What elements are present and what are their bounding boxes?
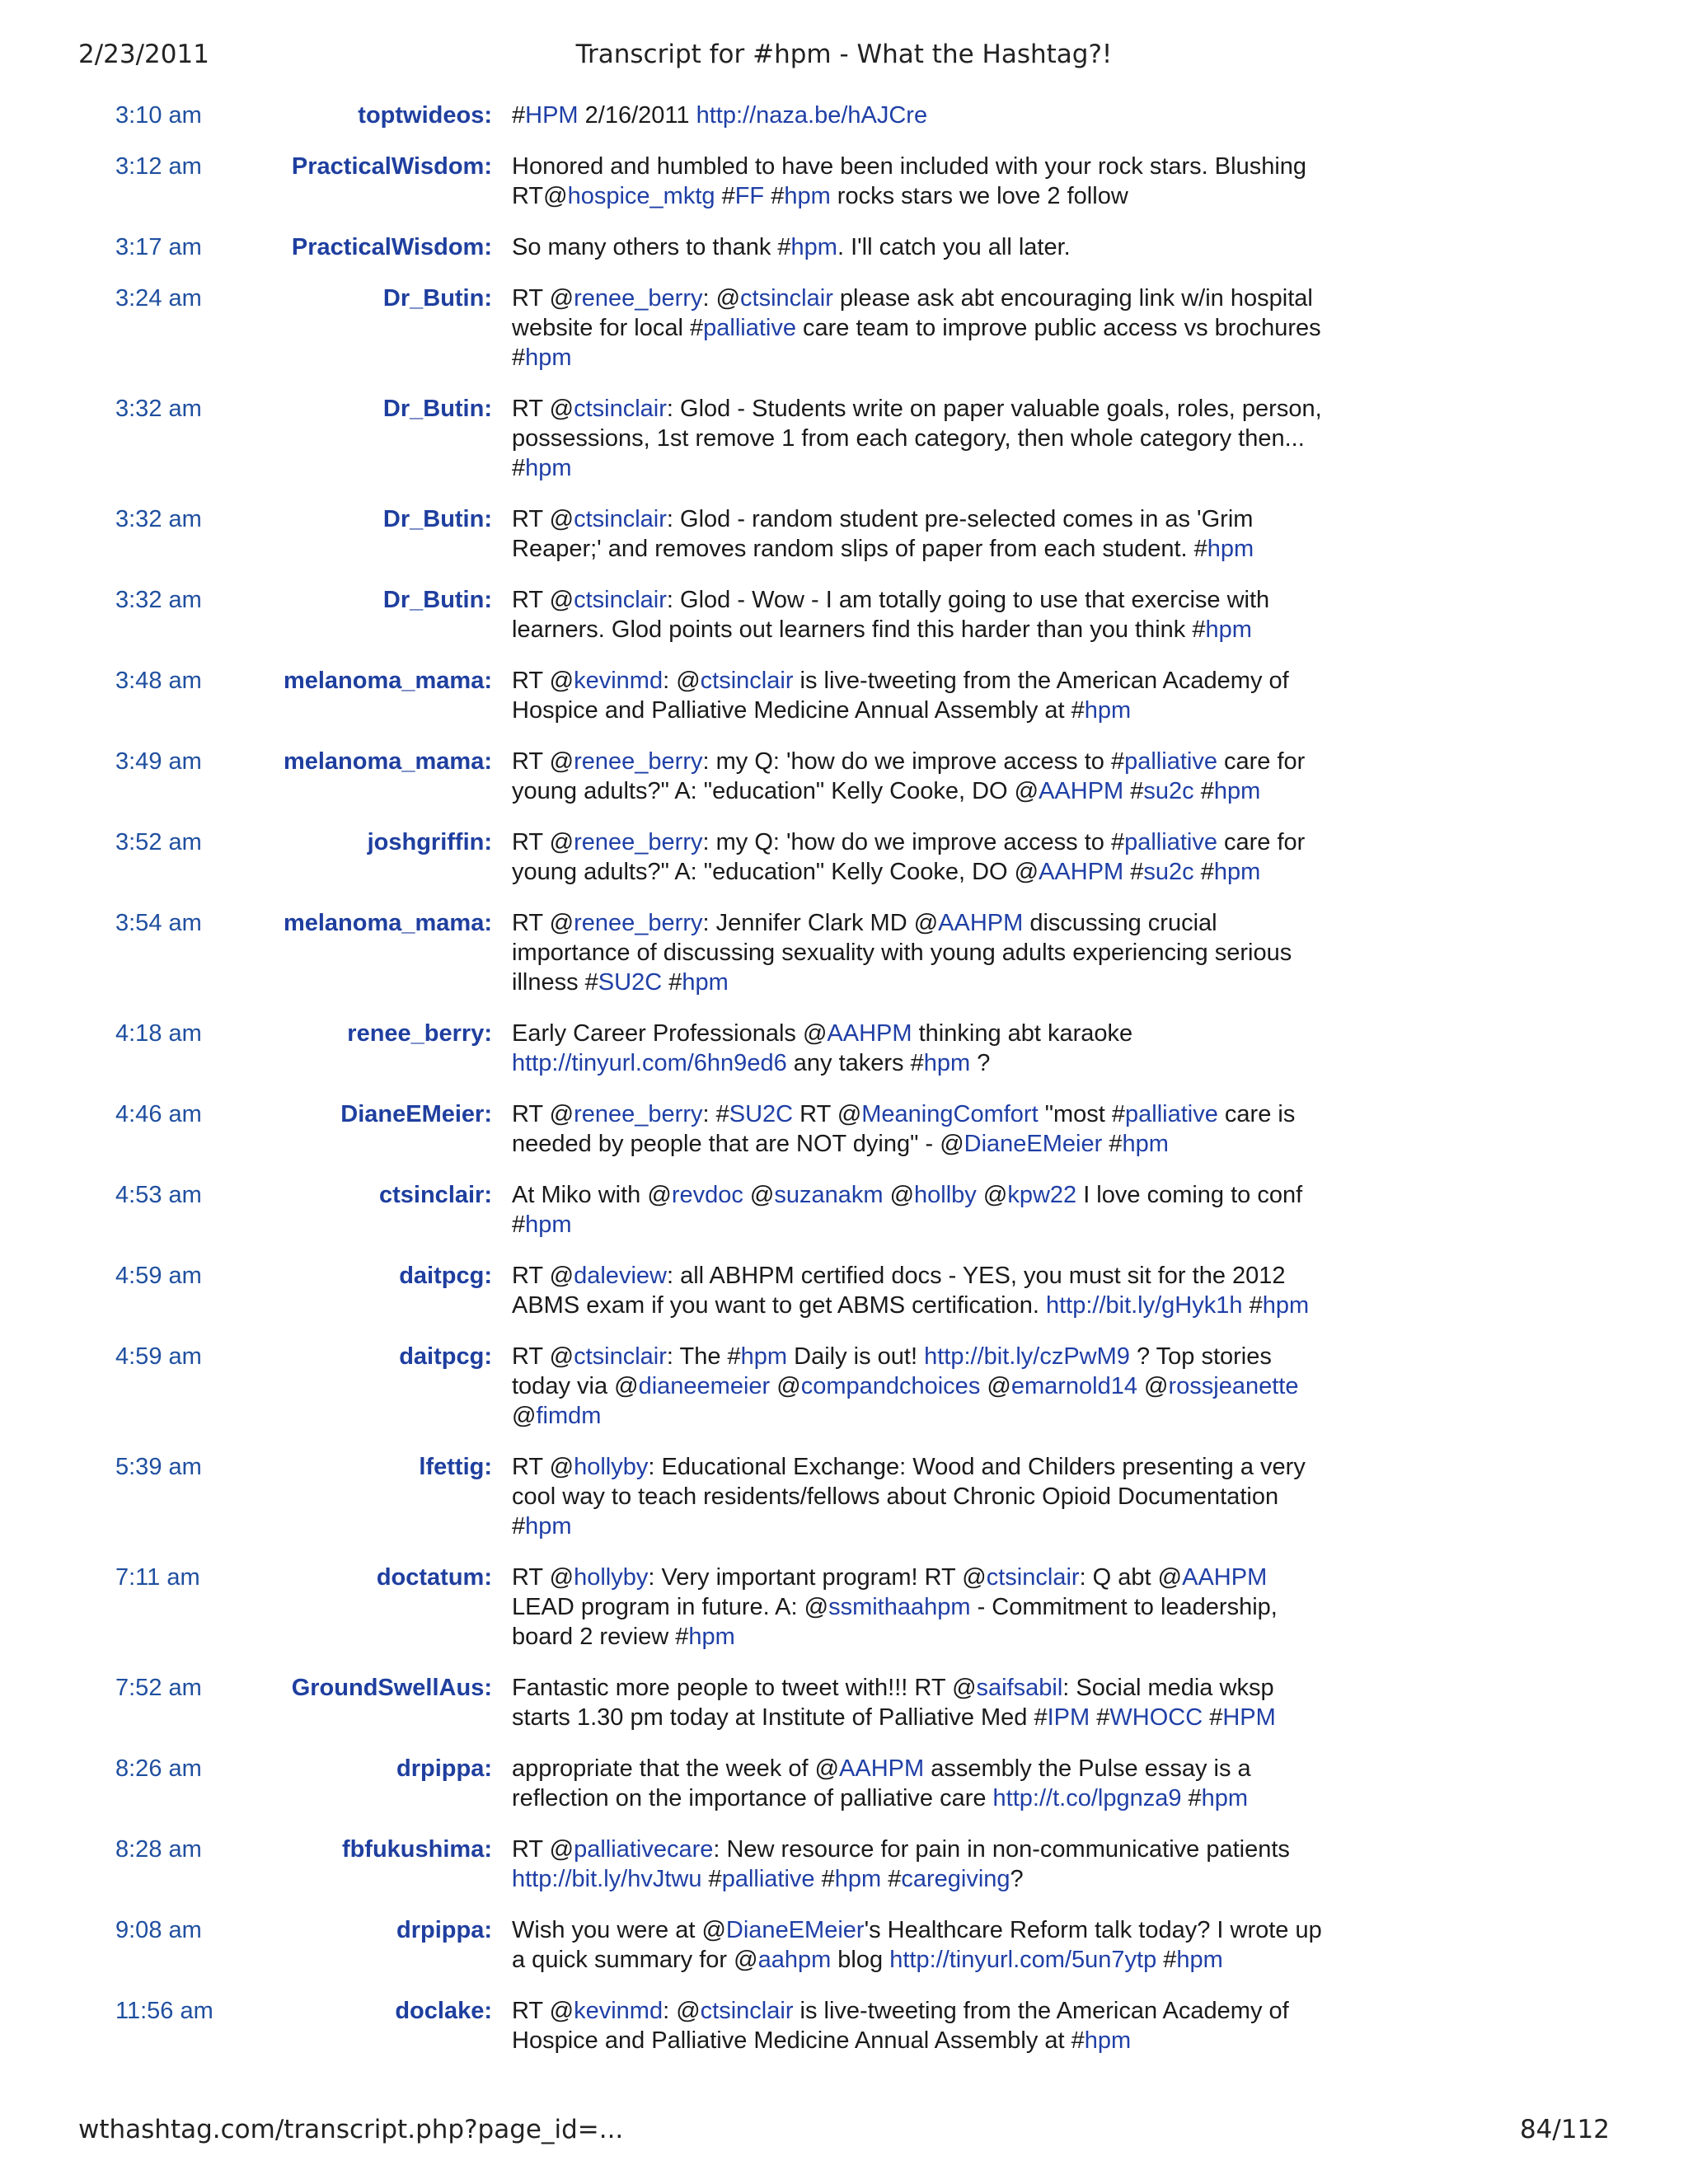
tweet-text: @ [743,1182,775,1208]
tweet-row [115,101,1335,130]
tweet-link[interactable]: hpm [525,1212,572,1238]
tweet-text: Early Career Professionals @ [512,1020,828,1047]
tweet-text: - Commitment to leadership, board 2 review # [512,1594,1278,1650]
tweet-link[interactable]: palliative [1124,829,1217,855]
tweet-row [115,504,1335,564]
tweet-row [115,1099,1335,1159]
tweet-link[interactable]: http://tinyurl.com/6hn9ed6 [512,1050,787,1076]
tweet-message [492,1673,1335,1732]
tweet-text: care for young adults?" A: "education" Kelly Cooke, DO @ [512,748,1306,804]
tweet-text: ? [1010,1866,1024,1892]
tweet-link[interactable]: emarnold14 [1010,1373,1137,1399]
tweet-link[interactable]: ctsinclair [700,668,794,694]
tweet-user[interactable]: renee_berry: [347,1020,492,1047]
tweet-row [115,1261,1335,1320]
tweet-text: 's Healthcare Reform talk today? I wrote up a quick summary for @ [512,1917,1322,1973]
print-date: 2/23/2011 [78,40,209,69]
tweet-link[interactable]: hpm [1207,536,1254,562]
tweet-link[interactable]: AAHPM [827,1020,912,1047]
tweet-link[interactable]: kevinmd [574,668,663,694]
page-footer [0,2115,1688,2151]
tweet-link[interactable]: http://bit.ly/gHyk1h [1045,1292,1243,1319]
tweet-row [115,747,1335,806]
tweet-text: RT @ [512,1564,574,1591]
tweet-link[interactable]: renee_berry [574,829,703,855]
tweet-link[interactable]: compandchoices [800,1373,981,1399]
tweet-link[interactable]: hpm [1205,616,1252,643]
tweet-link[interactable]: ctsinclair [574,587,667,613]
tweet-row [115,1019,1335,1078]
tweet-link[interactable]: HPM [1222,1704,1276,1731]
tweet-link[interactable]: su2c [1143,859,1194,885]
tweet-time: 9:08 am [115,1917,202,1943]
tweet-message [492,1452,1335,1541]
tweet-link[interactable]: AAHPM [839,1755,925,1782]
tweet-link[interactable]: ctsinclair [574,506,667,532]
tweet-text: discussing crucial importance of discussing sexuality with young adults experiencing serious illness # [512,910,1292,996]
tweet-text: # [1193,778,1214,804]
page-header [0,40,1688,79]
tweet-text: # [881,1866,902,1892]
tweet-text: # [814,1866,835,1892]
tweet-link[interactable]: suzanakm [774,1182,884,1208]
tweet-link[interactable]: http://tinyurl.com/5un7ytp [889,1947,1157,1973]
tweet-text: RT @ [512,506,574,532]
tweet-text: care is needed by people that are NOT dying" - @ [512,1101,1296,1157]
tweet-text: "most # [1038,1101,1126,1127]
tweet-link[interactable]: hpm [1084,2027,1132,2054]
tweet-message [492,1915,1335,1975]
tweet-link[interactable]: hpm [682,969,729,996]
tweet-link[interactable]: hpm [1213,859,1261,885]
tweet-time: 3:32 am [115,587,202,613]
tweet-link[interactable]: daleview [574,1263,667,1289]
tweet-row [115,284,1335,373]
tweet-text: RT @ [512,829,574,855]
tweet-link[interactable]: FF [734,183,765,209]
tweet-text: care team to improve public access vs brochures # [512,315,1321,371]
tweet-user[interactable]: drpippa: [396,1917,492,1943]
tweet-user[interactable]: daitpcg: [399,1343,492,1370]
tweet-text: 2/16/2011 [578,102,696,129]
tweet-time: 4:18 am [115,1020,202,1047]
tweet-link[interactable]: ctsinclair [986,1564,1080,1591]
tweet-text: RT @ [512,587,574,613]
tweet-link[interactable]: hpm [1084,697,1132,724]
tweet-user[interactable]: daitpcg: [399,1263,492,1289]
tweet-time: 5:39 am [115,1454,202,1480]
tweet-text: RT @ [512,285,574,312]
tweet-link[interactable]: hpm [525,344,572,371]
tweet-link[interactable]: ctsinclair [574,1343,667,1370]
tweet-text: # [1242,1292,1263,1319]
tweet-user[interactable]: melanoma_mama: [283,668,492,694]
tweet-text: # [1156,1947,1177,1973]
tweet-user[interactable]: PracticalWisdom: [291,153,492,180]
tweet-row [115,1452,1335,1541]
tweet-time: 3:12 am [115,153,202,180]
tweet-text: rocks stars we love 2 follow [830,183,1128,209]
tweet-link[interactable]: palliative [721,1866,815,1892]
tweet-link[interactable]: hpm [784,183,831,209]
tweet-time: 3:48 am [115,668,202,694]
tweet-text: any takers # [786,1050,924,1076]
tweet-text: : @ [702,285,741,312]
tweet-link[interactable]: hpm [688,1624,735,1650]
tweet-user[interactable]: Dr_Butin: [382,587,492,613]
tweet-text: RT @ [512,1343,574,1370]
tweet-link[interactable]: DianeEMeier [964,1131,1103,1157]
page-title: Transcript for #hpm - What the Hashtag?! [575,40,1113,69]
tweet-text: Fantastic more people to tweet with!!! RT @ [512,1675,977,1701]
tweet-link[interactable]: revdoc [671,1182,743,1208]
tweet-text: : Glod - Students write on paper valuable goals, roles, person, possessions, 1st remove 1 from each category, then whole category then... # [512,396,1322,481]
tweet-link[interactable]: hpm [1213,778,1261,804]
tweet-message [492,1563,1335,1652]
tweet-link[interactable]: hpm [1122,1131,1169,1157]
tweet-user[interactable]: doclake: [395,1998,492,2024]
tweet-link[interactable]: hpm [1201,1785,1249,1811]
tweet-link[interactable]: ctsinclair [574,396,667,422]
tweet-row [115,232,1335,262]
tweet-time: 3:10 am [115,102,202,129]
tweet-time: 8:28 am [115,1836,202,1863]
tweet-link[interactable]: http://bit.ly/hvJtwu [512,1866,702,1892]
tweet-link[interactable]: aahpm [757,1947,832,1973]
tweet-time: 4:59 am [115,1343,202,1370]
tweet-text: : Q abt @ [1079,1564,1183,1591]
tweet-link[interactable]: hpm [525,1513,572,1540]
tweet-text: # [1123,778,1144,804]
tweet-user[interactable]: drpippa: [396,1755,492,1782]
tweet-text: Honored and humbled to have been included with your rock stars. Blushing RT@ [512,153,1307,209]
tweet-text: is live-tweeting from the American Academy of Hospice and Palliative Medicine Annual Assembly at # [512,1998,1289,2054]
tweet-text: @ [770,1373,801,1399]
tweet-link[interactable]: WHOCC [1109,1704,1203,1731]
tweet-link[interactable]: SU2C [729,1101,794,1127]
tweet-message [492,1835,1335,1894]
tweet-time: 4:53 am [115,1182,202,1208]
tweet-text: So many others to thank # [512,234,791,260]
tweet-link[interactable]: hpm [1176,1947,1223,1973]
tweet-time: 8:26 am [115,1755,202,1782]
tweet-link[interactable]: HPM [525,102,579,129]
tweet-text: # [1193,859,1214,885]
tweet-link[interactable]: ssmithaahpm [828,1594,971,1620]
tweet-link[interactable]: rossjeanette [1168,1373,1299,1399]
tweet-text: please ask abt encouraging link w/in hospital website for local # [512,285,1313,341]
tweet-time: 3:52 am [115,829,202,855]
tweet-text: RT @ [512,1263,574,1289]
tweet-user[interactable]: melanoma_mama: [283,748,492,775]
tweet-time: 4:59 am [115,1263,202,1289]
tweet-user[interactable]: Dr_Butin: [382,396,492,422]
tweet-row [115,1563,1335,1652]
tweet-link[interactable]: palliative [1124,748,1217,775]
tweet-text: @ [980,1373,1011,1399]
tweet-text: : my Q: 'how do we improve access to # [702,829,1125,855]
tweet-text: @ [1137,1373,1169,1399]
tweet-row [115,1180,1335,1240]
tweet-link[interactable]: hollby [914,1182,977,1208]
tweet-user[interactable]: toptwideos: [358,102,492,129]
tweet-text: Daily is out! [787,1343,925,1370]
tweet-user[interactable]: GroundSwellAus: [291,1675,492,1701]
tweet-user[interactable]: ctsinclair: [379,1182,492,1208]
tweet-link[interactable]: kevinmd [574,1998,663,2024]
tweet-row [115,908,1335,997]
tweet-text: Wish you were at @ [512,1917,726,1943]
tweet-time: 7:52 am [115,1675,202,1701]
tweet-text: RT @ [512,396,574,422]
tweet-text: LEAD program in future. A: @ [512,1594,829,1620]
tweet-text: RT @ [512,1101,574,1127]
tweet-text: thinking abt karaoke [912,1020,1133,1047]
tweet-message [492,585,1335,644]
tweet-user[interactable]: PracticalWisdom: [291,234,492,260]
tweet-message [492,747,1335,806]
tweet-link[interactable]: renee_berry [574,285,703,312]
tweet-text: RT @ [793,1101,862,1127]
tweet-row [115,152,1335,211]
tweet-text: @ [976,1182,1008,1208]
tweet-text: is live-tweeting from the American Academy of Hospice and Palliative Medicine Annual Assembly at # [512,668,1289,724]
tweet-text: : Educational Exchange: Wood and Childers presenting a very cool way to teach residents/fellows about Chronic Opioid Documentation # [512,1454,1306,1540]
tweet-link[interactable]: hospice_mktg [567,183,715,209]
tweet-text: # [715,183,735,209]
tweet-message [492,1099,1335,1159]
tweet-text: : @ [663,1998,701,2024]
tweet-link[interactable]: hpm [1262,1292,1310,1319]
tweet-link[interactable]: DianeEMeier [725,1917,865,1943]
tweet-message [492,1754,1335,1813]
tweet-link[interactable]: hpm [525,455,572,481]
tweet-text: # [764,183,785,209]
tweet-text: : all ABHPM certified docs - YES, you must sit for the 2012 ABMS exam if you want to get ABMS certification. [512,1263,1286,1319]
tweet-time: 11:56 am [115,1998,213,2024]
tweet-text: RT @ [512,668,574,694]
tweet-link[interactable]: SU2C [598,969,663,996]
tweet-text: : Very important program! RT @ [648,1564,987,1591]
tweet-row [115,1342,1335,1431]
tweet-text: : New resource for pain in non-communicative patients [713,1836,1290,1863]
tweet-link[interactable]: hpm [740,1343,788,1370]
tweet-link[interactable]: hpm [834,1866,882,1892]
tweet-message [492,504,1335,564]
tweet-row [115,1754,1335,1813]
tweet-link[interactable]: AAHPM [938,910,1024,936]
tweet-link[interactable]: http://naza.be/hAJCre [696,102,928,129]
tweet-text: : Glod - random student pre-selected comes in as 'Grim Reaper;' and removes random slips of paper from each student. # [512,506,1254,562]
tweet-text: ? Top stories today via @ [512,1343,1272,1399]
tweet-link[interactable]: caregiving [901,1866,1010,1892]
tweet-text: # [662,969,682,996]
tweet-user[interactable]: fbfukushima: [341,1836,492,1863]
tweet-link[interactable]: palliative [1125,1101,1218,1127]
tweet-message [492,1342,1335,1431]
tweet-row [115,585,1335,644]
tweet-time: 3:32 am [115,396,202,422]
tweet-text: RT @ [512,1998,574,2024]
tweet-text: : Jennifer Clark MD @ [702,910,939,936]
tweet-text: # [1181,1785,1202,1811]
tweet-text: # [701,1866,722,1892]
tweet-time: 7:11 am [115,1564,200,1591]
tweet-row [115,394,1335,483]
tweet-text: RT @ [512,910,574,936]
tweet-link[interactable]: MeaningComfort [861,1101,1039,1127]
tweet-text: assembly the Pulse essay is a reflection on the importance of palliative care [512,1755,1251,1811]
tweet-link[interactable]: fimdm [536,1403,602,1429]
tweet-text: : @ [663,668,701,694]
tweet-message [492,1180,1335,1240]
tweet-link[interactable]: IPM [1047,1704,1090,1731]
tweet-time: 4:46 am [115,1101,202,1127]
tweet-text: RT @ [512,1454,574,1480]
tweet-message [492,1019,1335,1078]
tweet-link[interactable]: http://t.co/lpgnza9 [992,1785,1182,1811]
tweet-user[interactable]: melanoma_mama: [283,910,492,936]
tweet-text: At Miko with @ [512,1182,672,1208]
tweet-link[interactable]: ctsinclair [700,1998,794,2024]
tweet-row [115,666,1335,725]
tweet-time: 3:54 am [115,910,202,936]
tweet-text: : # [702,1101,729,1127]
tweet-link[interactable]: renee_berry [574,910,703,936]
tweet-link[interactable]: http://bit.ly/czPwM9 [924,1343,1130,1370]
tweet-message [492,1261,1335,1320]
tweet-link[interactable]: kpw22 [1007,1182,1077,1208]
tweet-user[interactable]: Dr_Butin: [382,506,492,532]
tweet-link[interactable]: saifsabil [976,1675,1063,1701]
tweet-text: care for young adults?" A: "education" Kelly Cooke, DO @ [512,829,1306,885]
tweet-link[interactable]: hollyby [574,1454,649,1480]
tweet-link[interactable]: AAHPM [1039,859,1124,885]
tweet-text: . I'll catch you all later. [837,234,1071,260]
tweet-time: 3:49 am [115,748,202,775]
tweet-message [492,284,1335,373]
tweet-text: : The # [666,1343,741,1370]
tweet-text: # [1090,1704,1110,1731]
tweet-user[interactable]: lfettig: [419,1454,492,1480]
tweet-link[interactable]: AAHPM [1039,778,1124,804]
tweet-text: : Glod - Wow - I am totally going to use that exercise with learners. Glod points out learners find this harder than you think # [512,587,1270,643]
tweet-link[interactable]: su2c [1143,778,1194,804]
tweet-text: : Social media wksp starts 1.30 pm today at Institute of Palliative Med # [512,1675,1274,1731]
tweet-message [492,232,1335,262]
tweet-user[interactable]: joshgriffin: [367,829,492,855]
tweet-text: RT @ [512,748,574,775]
tweet-link[interactable]: hpm [790,234,837,260]
tweet-link[interactable]: dianeemeier [638,1373,771,1399]
tweet-row [115,827,1335,887]
tweet-user[interactable]: Dr_Butin: [382,285,492,312]
page-number: 84/112 [1519,2115,1610,2144]
tweet-message [492,394,1335,483]
tweet-text: ? [970,1050,991,1076]
tweet-time: 3:32 am [115,506,202,532]
tweet-text: : my Q: 'how do we improve access to # [702,748,1125,775]
tweet-row [115,1835,1335,1894]
tweet-text: # [512,102,526,129]
tweet-text: RT @ [512,1836,574,1863]
tweet-message [492,101,1335,130]
tweet-text: # [1203,1704,1223,1731]
tweet-text: @ [512,1403,537,1429]
tweet-text: blog [831,1947,890,1973]
tweet-time: 3:17 am [115,234,202,260]
tweet-message [492,1996,1335,2055]
tweet-link[interactable]: renee_berry [574,748,703,775]
tweet-link[interactable]: palliativecare [574,1836,714,1863]
tweet-row [115,1915,1335,1975]
tweet-link[interactable]: hpm [923,1050,971,1076]
page-url: wthashtag.com/transcript.php?page_id=... [78,2115,624,2144]
tweet-message [492,827,1335,887]
tweet-user[interactable]: DianeEMeier: [340,1101,492,1127]
tweet-text: I love coming to conf # [512,1182,1303,1238]
tweet-link[interactable]: renee_berry [574,1101,703,1127]
tweet-message [492,152,1335,211]
tweet-row [115,1673,1335,1732]
tweet-message [492,666,1335,725]
tweet-row [115,1996,1335,2055]
tweet-text: appropriate that the week of @ [512,1755,840,1782]
tweet-link[interactable]: hollyby [574,1564,649,1591]
tweet-message [492,908,1335,997]
tweet-time: 3:24 am [115,285,202,312]
tweet-user[interactable]: doctatum: [376,1564,492,1591]
tweet-text: # [1123,859,1144,885]
transcript-list [115,101,1335,2077]
tweet-text: @ [883,1182,915,1208]
tweet-link[interactable]: palliative [703,315,796,341]
tweet-link[interactable]: AAHPM [1182,1564,1268,1591]
tweet-text: # [1102,1131,1123,1157]
tweet-link[interactable]: ctsinclair [740,285,833,312]
